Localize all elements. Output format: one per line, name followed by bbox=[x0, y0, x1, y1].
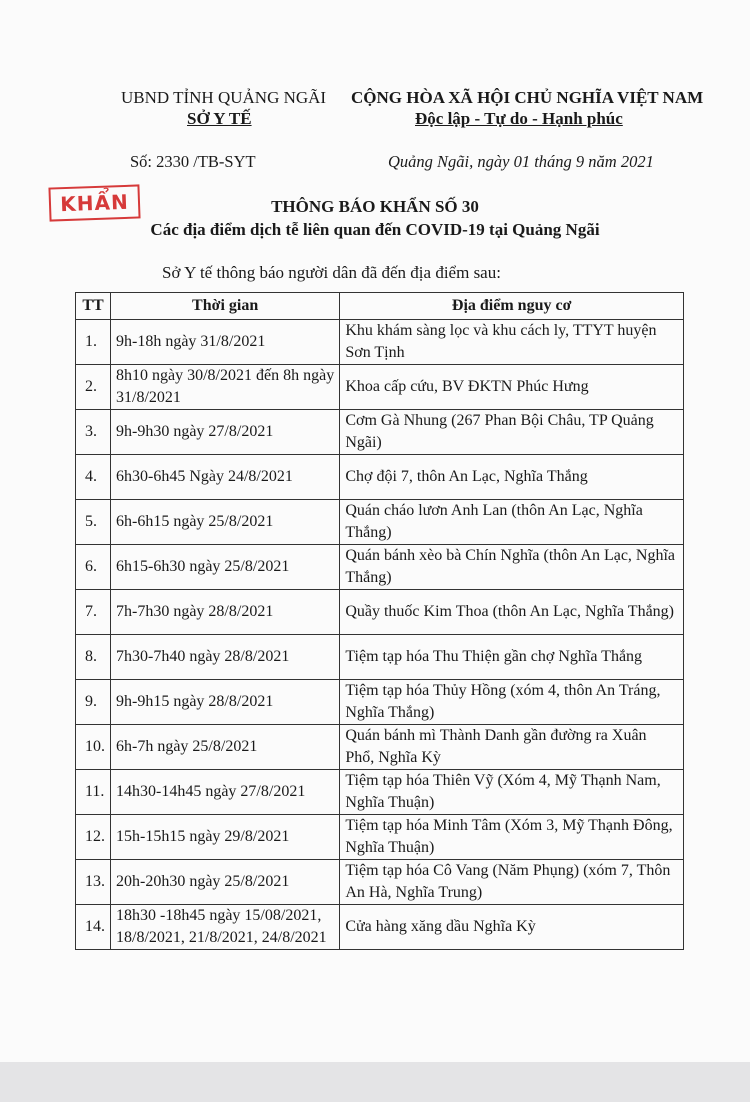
row-time: 6h30-6h45 Ngày 24/8/2021 bbox=[111, 455, 340, 500]
intro-text: Sở Y tế thông báo người dân đã đến địa điểm sau: bbox=[162, 263, 501, 282]
row-location: Tiệm tạp hóa Thu Thiện gần chợ Nghĩa Thắng bbox=[340, 635, 684, 680]
republic-name: CỘNG HÒA XÃ HỘI CHỦ NGHĨA VIỆT NAM bbox=[351, 88, 704, 107]
row-time: 9h-18h ngày 31/8/2021 bbox=[111, 320, 340, 365]
header-location: Địa điểm nguy cơ bbox=[340, 293, 684, 320]
row-location: Tiệm tạp hóa Minh Tâm (Xóm 3, Mỹ Thạnh Đông, Nghĩa Thuận) bbox=[340, 815, 684, 860]
row-time: 7h30-7h40 ngày 28/8/2021 bbox=[111, 635, 340, 680]
row-number: 11. bbox=[76, 770, 111, 815]
row-location: Tiệm tạp hóa Thiên Vỹ (Xóm 4, Mỹ Thạnh Nam, Nghĩa Thuận) bbox=[340, 770, 684, 815]
department-name: SỞ Y TẾ bbox=[187, 109, 252, 128]
table-row bbox=[76, 455, 684, 500]
row-number: 13. bbox=[76, 860, 111, 905]
table-row bbox=[76, 770, 684, 815]
row-time: 9h-9h15 ngày 28/8/2021 bbox=[111, 680, 340, 725]
row-number: 14. bbox=[76, 905, 111, 950]
table-header-row bbox=[76, 293, 684, 320]
table-row bbox=[76, 590, 684, 635]
row-number: 1. bbox=[76, 320, 111, 365]
row-time: 6h-6h15 ngày 25/8/2021 bbox=[111, 500, 340, 545]
document-subtitle: Các địa điểm dịch tễ liên quan đến COVID-19 tại Quảng Ngãi bbox=[150, 220, 600, 239]
row-location: Khoa cấp cứu, BV ĐKTN Phúc Hưng bbox=[340, 365, 684, 410]
table-row bbox=[76, 905, 684, 950]
header-time: Thời gian bbox=[111, 293, 340, 320]
agency-name: UBND TỈNH QUẢNG NGÃI bbox=[121, 88, 327, 107]
table-row bbox=[76, 320, 684, 365]
risk-locations-table bbox=[75, 292, 684, 950]
row-time: 6h-7h ngày 25/8/2021 bbox=[111, 725, 340, 770]
row-location: Tiệm tạp hóa Thủy Hồng (xóm 4, thôn An Tráng, Nghĩa Thắng) bbox=[340, 680, 684, 725]
row-location: Quầy thuốc Kim Thoa (thôn An Lạc, Nghĩa Thắng) bbox=[340, 590, 684, 635]
row-number: 4. bbox=[76, 455, 111, 500]
row-location: Cơm Gà Nhung (267 Phan Bội Châu, TP Quảng Ngãi) bbox=[340, 410, 684, 455]
row-number: 6. bbox=[76, 545, 111, 590]
row-number: 9. bbox=[76, 680, 111, 725]
row-location: Quán bánh mì Thành Danh gần đường ra Xuân Phổ, Nghĩa Kỳ bbox=[340, 725, 684, 770]
row-location: Quán cháo lươn Anh Lan (thôn An Lạc, Nghĩa Thắng) bbox=[340, 500, 684, 545]
row-number: 10. bbox=[76, 725, 111, 770]
table-row bbox=[76, 365, 684, 410]
table-row bbox=[76, 860, 684, 905]
table-row bbox=[76, 410, 684, 455]
table-row bbox=[76, 725, 684, 770]
row-location: Quán bánh xèo bà Chín Nghĩa (thôn An Lạc, Nghĩa Thắng) bbox=[340, 545, 684, 590]
row-time: 14h30-14h45 ngày 27/8/2021 bbox=[111, 770, 340, 815]
table-row bbox=[76, 815, 684, 860]
row-time: 20h-20h30 ngày 25/8/2021 bbox=[111, 860, 340, 905]
row-number: 3. bbox=[76, 410, 111, 455]
table-row bbox=[76, 500, 684, 545]
row-time: 8h10 ngày 30/8/2021 đến 8h ngày 31/8/2021 bbox=[111, 365, 340, 410]
table-row bbox=[76, 635, 684, 680]
row-number: 8. bbox=[76, 635, 111, 680]
row-location: Tiệm tạp hóa Cô Vang (Năm Phụng) (xóm 7, Thôn An Hà, Nghĩa Trung) bbox=[340, 860, 684, 905]
document-title: THÔNG BÁO KHẨN SỐ 30 bbox=[271, 197, 479, 216]
row-time: 7h-7h30 ngày 28/8/2021 bbox=[111, 590, 340, 635]
row-time: 18h30 -18h45 ngày 15/08/2021, 18/8/2021, 21/8/2021, 24/8/2021 bbox=[111, 905, 340, 950]
table-row bbox=[76, 545, 684, 590]
document-number: Số: 2330 /TB-SYT bbox=[130, 152, 256, 171]
table-row bbox=[76, 680, 684, 725]
place-date: Quảng Ngãi, ngày 01 tháng 9 năm 2021 bbox=[388, 152, 654, 171]
urgent-stamp: KHẨN bbox=[48, 184, 140, 221]
header-tt: TT bbox=[76, 293, 111, 320]
national-motto: Độc lập - Tự do - Hạnh phúc bbox=[415, 109, 623, 128]
row-number: 5. bbox=[76, 500, 111, 545]
row-location: Khu khám sàng lọc và khu cách ly, TTYT huyện Sơn Tịnh bbox=[340, 320, 684, 365]
row-number: 12. bbox=[76, 815, 111, 860]
row-number: 2. bbox=[76, 365, 111, 410]
row-location: Cửa hàng xăng dầu Nghĩa Kỳ bbox=[340, 905, 684, 950]
row-time: 9h-9h30 ngày 27/8/2021 bbox=[111, 410, 340, 455]
row-time: 15h-15h15 ngày 29/8/2021 bbox=[111, 815, 340, 860]
row-location: Chợ đội 7, thôn An Lạc, Nghĩa Thắng bbox=[340, 455, 684, 500]
row-number: 7. bbox=[76, 590, 111, 635]
row-time: 6h15-6h30 ngày 25/8/2021 bbox=[111, 545, 340, 590]
bottom-margin bbox=[0, 1062, 750, 1102]
